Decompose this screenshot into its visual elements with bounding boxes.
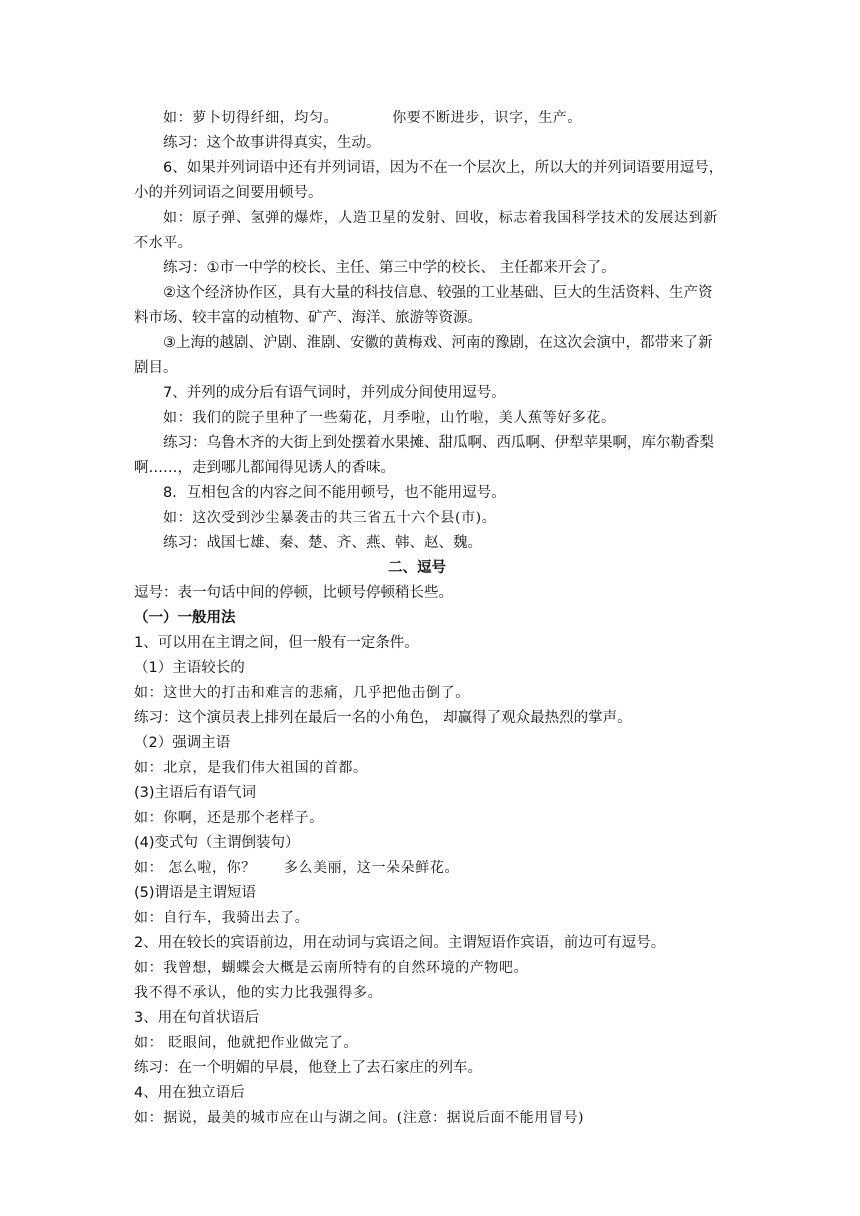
exercise-line: 啊……，走到哪儿都闻得见诱人的香味。	[134, 460, 395, 476]
example-text: 如：萝卜切得纤细，均匀。	[163, 110, 339, 126]
example-line: 我不得不承认，他的实力比我强得多。	[134, 985, 383, 1001]
rule-line: 6、如果并列词语中还有并列词语，因为不在一个层次上，所以大的并列词语要用逗号，	[163, 160, 724, 176]
subrule-line: （1）主语较长的	[134, 660, 245, 676]
exercise-line: 练习：这个故事讲得真实，生动。	[163, 135, 381, 151]
exercise-line: 练习：这个演员表上排列在最后一名的小角色， 却赢得了观众最热烈的掌声。	[134, 710, 632, 726]
example-line: 如：自行车，我骑出去了。	[134, 910, 310, 926]
rule-line: 2、用在较长的宾语前边，用在动词与宾语之间。主谓短语作宾语，前边可有逗号。	[134, 935, 666, 951]
exercise-line: 练习：在一个明媚的早晨，他登上了去石家庄的列车。	[134, 1060, 482, 1076]
exercise-line: ③上海的越剧、沪剧、淮剧、安徽的黄梅戏、河南的豫剧，在这次会演中，都带来了新	[163, 335, 713, 351]
example-line: 如：原子弹、氢弹的爆炸，人造卫星的发射、回收，标志着我国科学技术的发展达到新	[163, 210, 718, 226]
exercise-line: 练习：①市一中学的校长、主任、第三中学的校长、 主任都来开会了。	[163, 260, 616, 276]
subrule-line: (5)谓语是主谓短语	[134, 885, 257, 901]
subrule-line: (3)主语后有语气词	[134, 785, 257, 801]
example-text: 多么美丽，这一朵朵鲜花。	[283, 860, 460, 876]
exercise-line: 练习：战国七雄、秦、楚、齐、燕、韩、赵、魏。	[163, 535, 482, 551]
example-line	[134, 859, 459, 877]
example-text: 如： 怎么啦，你？	[134, 860, 256, 876]
exercise-line: 料市场、较丰富的动植物、矿产、海洋、旅游等资源。	[134, 310, 482, 326]
rule-line: 4、用在独立语后	[134, 1085, 245, 1101]
example-line: 如：北京，是我们伟大祖国的首都。	[134, 760, 368, 776]
example-line: 如：你啊，还是那个老样子。	[134, 810, 324, 826]
exercise-line: 练习：乌鲁木齐的大街上到处摆着水果摊、甜瓜啊、西瓜啊、伊犁苹果啊，库尔勒香梨	[163, 435, 714, 451]
example-text: 你要不断进步，识字，生产。	[392, 110, 583, 126]
example-line: 如：这次受到沙尘暴袭击的共三省五十六个县(市)。	[163, 510, 497, 526]
rule-line: 7、并列的成分后有语气词时，并列成分间使用逗号。	[163, 385, 506, 401]
rule-line: 8．互相包含的内容之间不能用顿号，也不能用逗号。	[163, 485, 506, 501]
subrule-line: (4)变式句（主谓倒装句）	[134, 835, 300, 851]
example-line: 如： 眨眼间，他就把作业做完了。	[134, 1035, 359, 1051]
subsection-heading: （一）一般用法	[134, 610, 236, 626]
subrule-line: （2）强调主语	[134, 735, 231, 751]
example-line: 如：我曾想，蝴蝶会大概是云南所特有的自然环境的产物吧。	[134, 960, 529, 976]
rule-line: 1、可以用在主谓之间，但一般有一定条件。	[134, 635, 419, 651]
exercise-line: ②这个经济协作区，具有大量的科技信息、较强的工业基础、巨大的生活资料、生产资	[163, 285, 713, 301]
section-heading: 二、逗号	[388, 560, 446, 576]
rule-line: 小的并列词语之间要用顿号。	[134, 185, 323, 201]
example-line: 如：据说，最美的城市应在山与湖之间。(注意：据说后面不能用冒号)	[134, 1110, 585, 1126]
example-line: 不水平。	[134, 235, 193, 251]
example-line: 如：这世大的打击和难言的悲痛，几乎把他击倒了。	[134, 685, 470, 701]
definition-line: 逗号：表一句话中间的停顿，比顿号停顿稍长些。	[134, 585, 453, 601]
example-line: 如：我们的院子里种了一些菊花，月季啦，山竹啦，美人蕉等好多花。	[163, 410, 616, 426]
rule-line: 3、用在句首状语后	[134, 1010, 260, 1026]
exercise-line: 剧目。	[134, 360, 178, 376]
example-line	[163, 109, 582, 127]
